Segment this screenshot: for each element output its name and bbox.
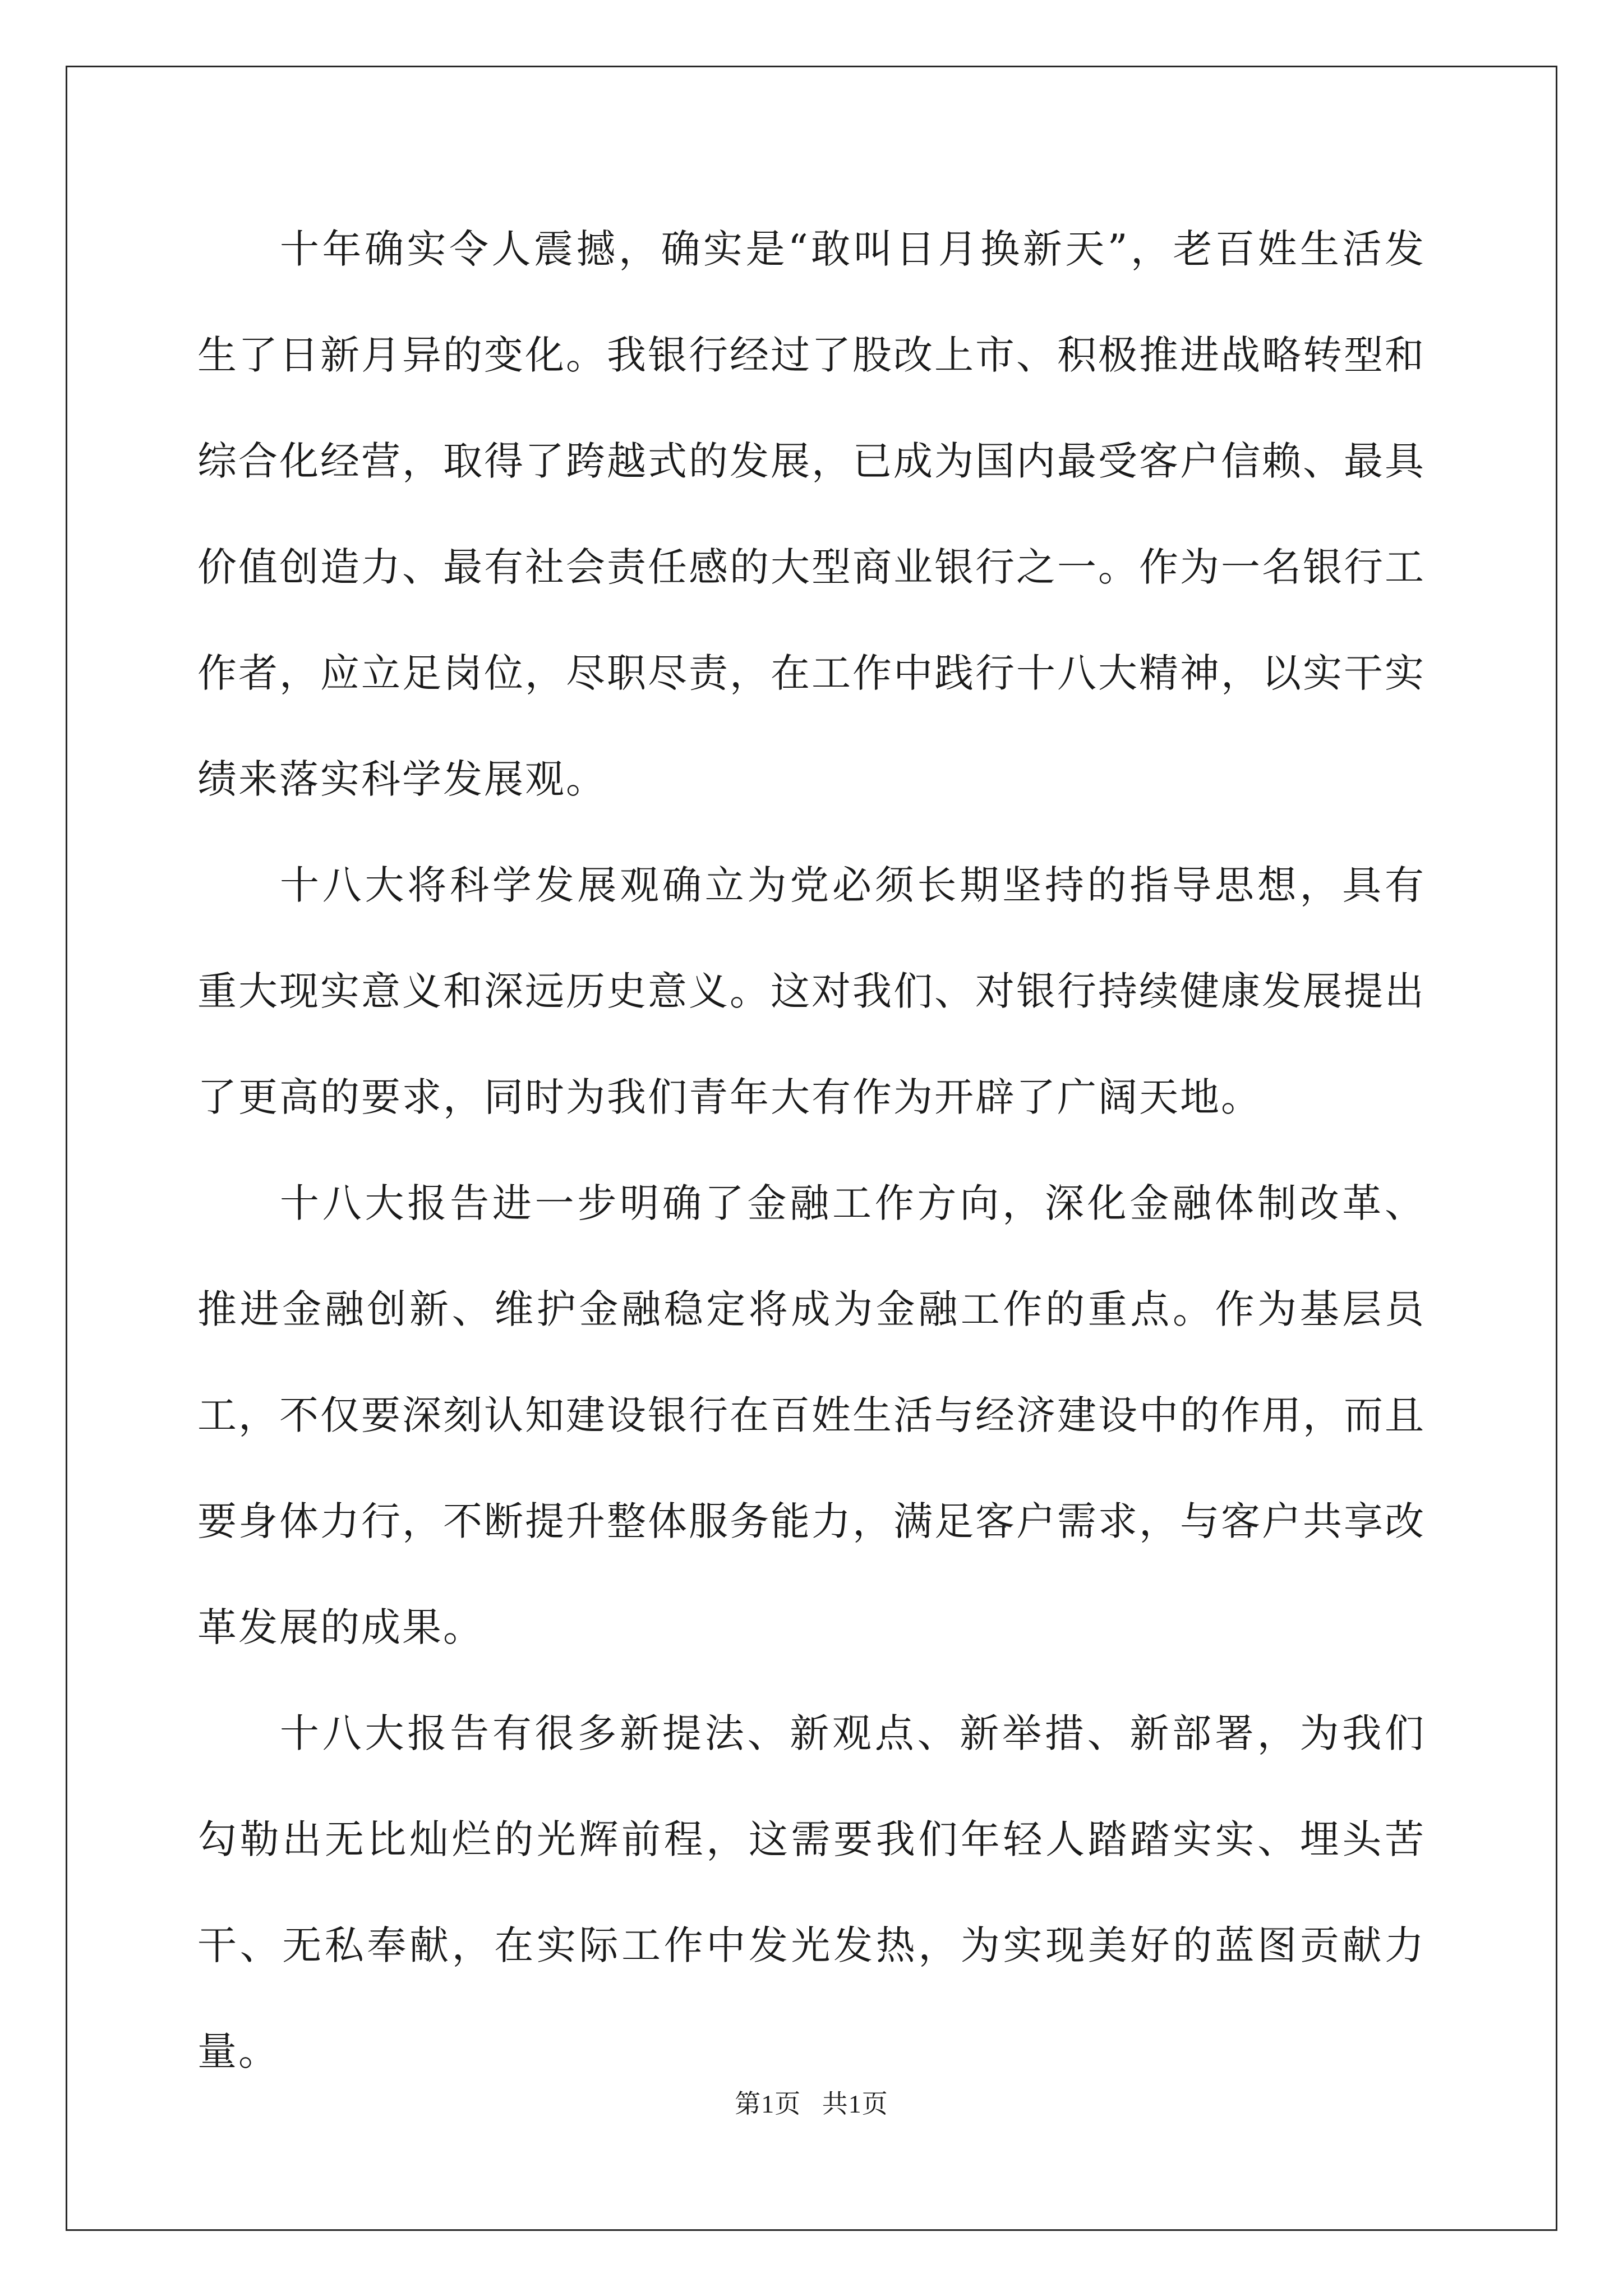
paragraph: 十年确实令人震撼，确实是“敢叫日月换新天”，老百姓生活发生了日新月异的变化。我银行经过了股改上市、积极推进战略转型和综合化经营，取得了跨越式的发展，已成为国内最受客户信赖、最具价值创造力、最有社会责任感的大型商业银行之一。作为一名银行工作者，应立足岗位，尽职尽责，在工作中践行十八大精神，以实干实绩来落实科学发展观。 [197, 226, 1426, 802]
paragraph: 十八大报告有很多新提法、新观点、新举措、新部署，为我们勾勒出无比灿烂的光辉前程，这需要我们年轻人踏踏实实、埋头苦干、无私奉献，在实际工作中发光发热，为实现美好的蓝图贡献力量。 [197, 1710, 1426, 2074]
document-body [197, 196, 1426, 2105]
page-number: 第1页 [735, 2090, 801, 2118]
page-footer [0, 2083, 1623, 2120]
paragraph: 十八大报告进一步明确了金融工作方向，深化金融体制改革、推进金融创新、维护金融稳定将成为金融工作的重点。作为基层员工，不仅要深刻认知建设银行在百姓生活与经济建设中的作用，而且要身体力行，不断提升整体服务能力，满足客户需求，与客户共享改革发展的成果。 [197, 1180, 1426, 1650]
paragraph: 十八大将科学发展观确立为党必须长期坚持的指导思想，具有重大现实意义和深远历史意义。这对我们、对银行持续健康发展提出了更高的要求，同时为我们青年大有作为开辟了广阔天地。 [197, 862, 1426, 1120]
page-total: 共1页 [822, 2090, 888, 2118]
